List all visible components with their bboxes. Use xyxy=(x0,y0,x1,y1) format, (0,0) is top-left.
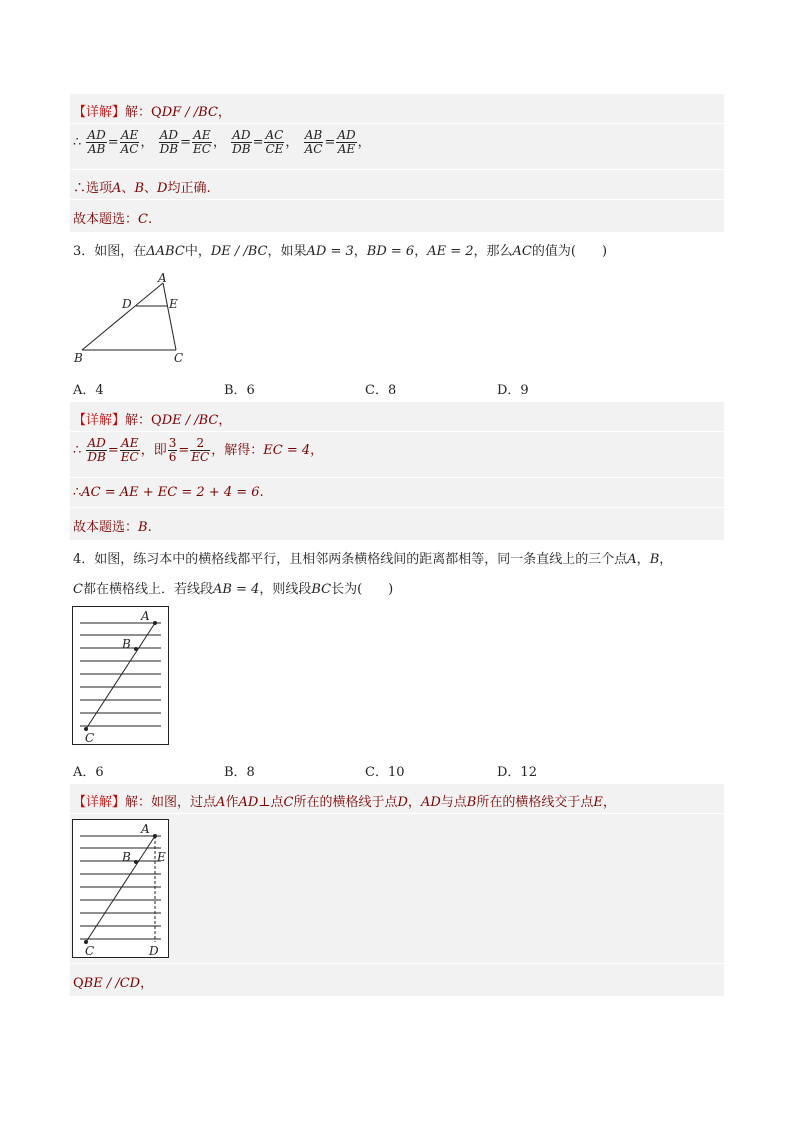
notebook-figure-solution xyxy=(72,819,170,959)
label-B: B xyxy=(122,850,131,864)
label-A: A xyxy=(158,271,167,285)
detail-label: 【详解】 xyxy=(73,105,126,120)
sol4-row-figure xyxy=(70,814,724,964)
q3-option-d[interactable]: D．9 xyxy=(497,383,529,398)
label-A: A xyxy=(141,822,150,836)
triangle-figure xyxy=(70,268,200,368)
label-C: C xyxy=(85,731,95,745)
fraction: $\frac{AE}{AC}$ xyxy=(120,128,139,156)
sol3-row-2: ∴ $\frac{AD}{DB}$ = $\frac{AE}{EC}$ ，即 $\frac{3}{6}$ = $\frac{2}{EC}$ ，解得：EC = 4， xyxy=(70,432,724,478)
label-D: D xyxy=(122,297,132,311)
question-4-stem-line1: 4．如图，练习本中的横格线都平行，且相邻两条横格线间的距离都相等，同一条直线上的三个点A，B， xyxy=(73,552,673,567)
fraction: $\frac{AE}{EC}$ xyxy=(120,436,139,464)
label-C: C xyxy=(174,351,184,365)
sol3-row-3: ∴AC = AE + EC = 2 + 4 = 6. xyxy=(70,478,724,508)
sol3-row-4: 故本题选：B. xyxy=(73,520,152,535)
q4-option-b[interactable]: B．8 xyxy=(224,765,255,780)
label-C: C xyxy=(85,944,95,958)
fraction: $\frac{AE}{EC}$ xyxy=(193,128,211,156)
label-B: B xyxy=(74,351,83,365)
fraction: $\frac{AD}{DB}$ xyxy=(159,128,179,156)
fraction: $\frac{AC}{CE}$ xyxy=(265,128,284,156)
sol4-row-2: QBE / /CD， xyxy=(73,976,154,991)
notebook-figure xyxy=(72,606,170,746)
question-3-stem: 3．如图，在ΔABC中，DE / /BC，如果AD = 3，BD = 6，AE = 2，那么AC的值为( ) xyxy=(73,244,608,259)
solution-panel-4 xyxy=(70,784,724,996)
fraction: $\frac{AB}{AC}$ xyxy=(304,128,323,156)
sol1-row-1: 【详解】解：QDF / /BC， xyxy=(70,94,724,124)
fraction: $\frac{2}{EC}$ xyxy=(191,436,210,464)
label-E: E xyxy=(157,850,166,864)
fraction: $\frac{AD}{AB}$ xyxy=(87,128,106,156)
solution-panel-3 xyxy=(70,402,724,540)
solution-panel-1 xyxy=(70,94,724,232)
fraction: $\frac{AD}{DB}$ xyxy=(232,128,251,156)
q3-option-a[interactable]: A．4 xyxy=(73,383,104,398)
label-D: D xyxy=(149,944,159,958)
sol1-row-3: ∴选项A、B、D均正确. xyxy=(70,170,724,200)
label-B: B xyxy=(122,637,131,651)
sol4-row-1: 【详解】解：如图，过点A作AD⊥点C所在的横格线于点D，AD与点B所在的横格线交于点E， xyxy=(70,784,724,814)
q3-option-b[interactable]: B．6 xyxy=(224,383,255,398)
q4-option-d[interactable]: D．12 xyxy=(497,765,537,780)
sol1-row-4: 故本题选：C. xyxy=(73,212,153,227)
q4-option-a[interactable]: A．6 xyxy=(73,765,104,780)
q4-option-c[interactable]: C．10 xyxy=(365,765,405,780)
q3-option-c[interactable]: C．8 xyxy=(365,383,397,398)
fraction: $\frac{3}{6}$ xyxy=(168,436,177,464)
fraction: $\frac{AD}{AE}$ xyxy=(337,128,356,156)
sol1-row-2: ∴ $\frac{AD}{AB}$ = $\frac{AE}{AC}$ ， $\frac{AD}{DB}$ = $\frac{AE}{EC}$ ， $\frac{AD}{DB}$ = $\frac{AC}{CE}$ ， $\frac{AB}{AC}$ = $\frac{AD}{AE}$ ， xyxy=(70,124,724,170)
question-4-stem-line2: C都在横格线上．若线段AB = 4，则线段BC长为( ) xyxy=(73,582,394,597)
label-A: A xyxy=(141,609,150,623)
fraction: $\frac{AD}{DB}$ xyxy=(87,436,106,464)
label-E: E xyxy=(169,297,178,311)
sol3-row-1: 【详解】解：QDE / /BC， xyxy=(70,402,724,432)
